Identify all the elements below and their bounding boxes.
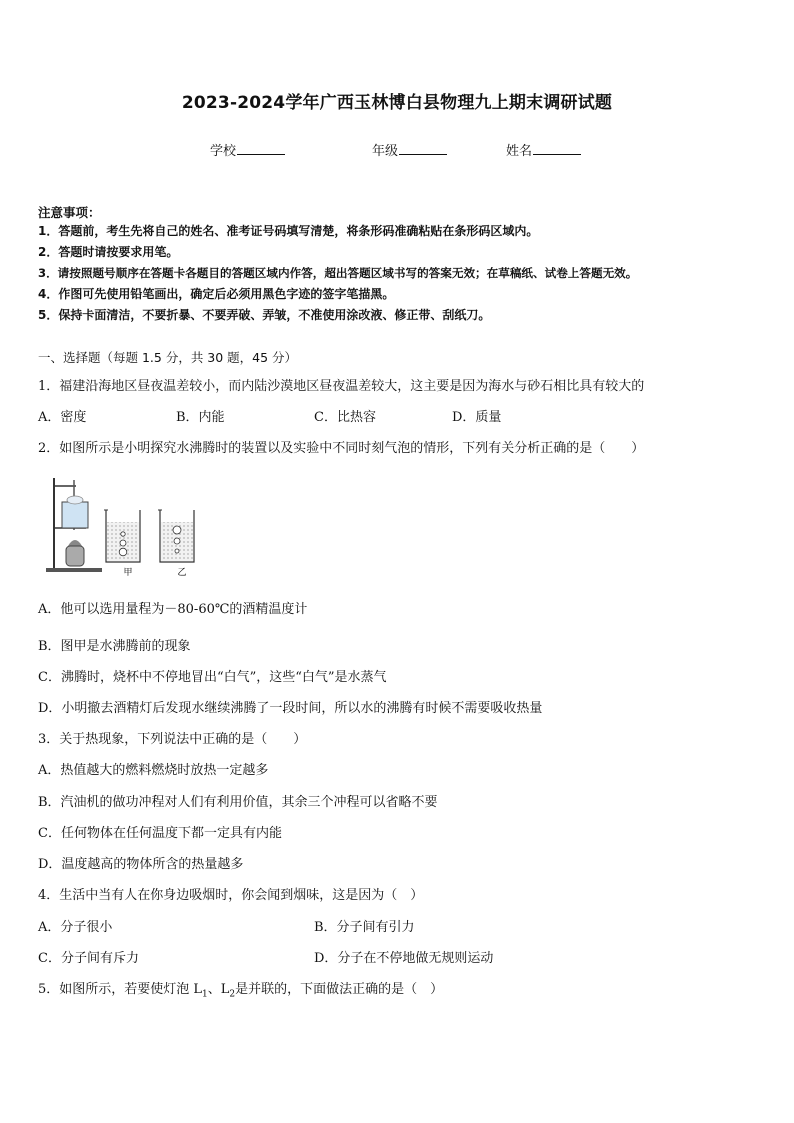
q3-option-b: B．汽油机的做功冲程对人们有利用价值，其余三个冲程可以省略不要	[38, 795, 438, 810]
boiling-experiment-figure	[42, 472, 212, 584]
alcohol-lamp	[66, 546, 84, 566]
q2-option-a: A．他可以选用量程为－80-60℃的酒精温度计	[38, 602, 308, 617]
name-label: 姓名	[506, 144, 533, 159]
q3-option-a: A．热值越大的燃料燃烧时放热一定越多	[38, 763, 269, 778]
page-title: 2023-2024学年广西玉林博白县物理九上期末调研试题	[181, 93, 613, 113]
grade-label: 年级	[372, 144, 399, 159]
grade-blank	[399, 142, 447, 155]
section-heading: 一、选择题（每题 1.5 分，共 30 题，45 分）	[38, 350, 298, 365]
boiling-apparatus-svg	[42, 472, 212, 580]
note-item: 1．答题前，考生先将自己的姓名、准考证号码填写清楚，将条形码准确粘贴在条形码区域内。	[38, 224, 539, 238]
q3-option-d: D．温度越高的物体所含的热量越多	[38, 857, 244, 872]
name-field	[506, 140, 581, 159]
notes-list	[38, 223, 778, 328]
note-item: 4．作图可先使用铅笔画出，确定后必须用黑色字迹的签字笔描黑。	[38, 287, 395, 301]
q5-stem-start: 5．如图所示，若要使灯泡 L	[38, 982, 203, 997]
beaker-yi	[158, 510, 194, 562]
q1-option-c: C．比热容	[314, 410, 376, 425]
q5-sub-1: 1	[202, 989, 208, 1000]
question-2-stem: 2．如图所示是小明探究水沸腾时的装置以及实验中不同时刻气泡的情形，下列有关分析正确的是（ ）	[38, 441, 645, 456]
notes-heading: 注意事项：	[38, 205, 101, 220]
q3-option-c: C．任何物体在任何温度下都一定具有内能	[38, 826, 282, 841]
q2-option-c: C．沸腾时，烧杯中不停地冒出“白气”，这些“白气”是水蒸气	[38, 670, 387, 685]
grade-field	[372, 140, 447, 159]
question-3-stem: 3．关于热现象，下列说法中正确的是（ ）	[38, 732, 307, 747]
school-field	[210, 140, 285, 159]
q5-stem-mid: 、L	[207, 982, 230, 997]
q5-stem-end: 是并联的，下面做法正确的是（ ）	[235, 982, 444, 997]
name-blank	[533, 142, 581, 155]
beaker-jia	[104, 510, 140, 562]
q4-option-b: B．分子间有引力	[314, 920, 415, 935]
q1-option-b: B．内能	[176, 410, 225, 425]
school-label: 学校	[210, 144, 237, 159]
q5-sub-2: 2	[229, 989, 236, 1000]
q4-option-d: D．分子在不停地做无规则运动	[314, 951, 494, 966]
question-4-stem: 4．生活中当有人在你身边吸烟时，你会闻到烟味，这是因为（ ）	[38, 888, 424, 903]
school-blank	[237, 142, 285, 155]
question-1-stem: 1．福建沿海地区昼夜温差较小，而内陆沙漠地区昼夜温差较大，这主要是因为海水与砂石相比具有较大的	[38, 379, 645, 394]
figure-label-jia: 甲	[123, 568, 133, 578]
q1-option-a: A．密度	[38, 410, 87, 425]
q1-option-d: D．质量	[452, 410, 502, 425]
q2-option-d: D．小明撤去酒精灯后发现水继续沸腾了一段时间，所以水的沸腾有时候不需要吸收热量	[38, 701, 543, 716]
q4-option-a: A．分子很小	[38, 920, 113, 935]
note-item: 2．答题时请按要求用笔。	[38, 245, 179, 259]
figure-label-yi: 乙	[177, 568, 187, 578]
question-5-stem	[38, 978, 443, 1000]
stand-base	[46, 568, 102, 572]
q2-option-b: B．图甲是水沸腾前的现象	[38, 639, 191, 654]
stand-beaker	[62, 502, 88, 528]
note-item: 3．请按照题号顺序在答题卡各题目的答题区域内作答，超出答题区域书写的答案无效；在草稿纸、试卷上答题无效。	[38, 266, 638, 280]
note-item: 5．保持卡面清洁，不要折暴、不要弄破、弄皱，不准使用涂改液、修正带、刮纸刀。	[38, 308, 491, 322]
alcohol-lamp-flame	[68, 540, 82, 546]
q4-option-c: C．分子间有斥力	[38, 951, 139, 966]
